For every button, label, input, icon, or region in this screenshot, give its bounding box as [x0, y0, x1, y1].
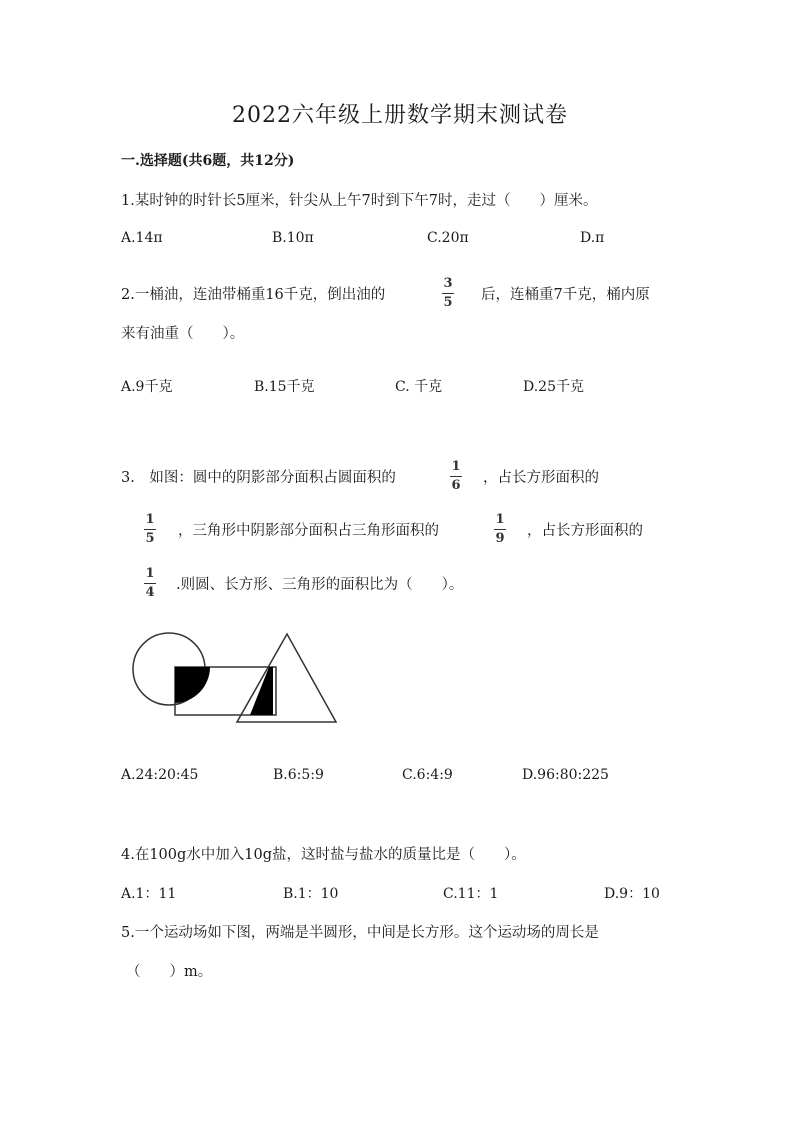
fraction-denominator: 6: [451, 478, 461, 493]
fraction-bar: [144, 583, 156, 584]
fraction-numerator: 3: [443, 276, 453, 291]
fraction-bar: [442, 293, 454, 294]
fraction-numerator: 1: [145, 512, 155, 527]
q3-option-c[interactable]: C.6:4:9: [402, 767, 453, 783]
question-2-text-c: 来有油重（ ）。: [121, 326, 245, 342]
question-5-text-b: （ ）m。: [126, 964, 213, 980]
fraction-denominator: 4: [145, 585, 155, 600]
q1-option-c[interactable]: C.20π: [427, 230, 469, 246]
q4-option-a[interactable]: A.1：11: [121, 886, 177, 902]
page-title: 2022六年级上册数学期末测试卷: [232, 103, 568, 128]
q2-option-c[interactable]: C. 千克: [395, 379, 443, 395]
shaded-circle-sector: [175, 667, 210, 703]
fraction-numerator: 1: [451, 459, 461, 474]
q4-option-c[interactable]: C.11：1: [443, 886, 499, 902]
q2-option-d[interactable]: D.25千克: [523, 379, 584, 395]
fraction-bar: [494, 529, 506, 530]
question-3-line-3: .则圆、长方形、三角形的面积比为（ ）。: [176, 577, 464, 593]
fraction-bar: [450, 476, 462, 477]
q3-fraction-2: [144, 513, 156, 546]
q3-fraction-1: [450, 460, 462, 493]
question-2-text-a: 2.一桶油，连油带桶重16千克，倒出油的: [121, 287, 386, 303]
question-3-line-1a: 3. 如图：圆中的阴影部分面积占圆面积的: [121, 470, 396, 486]
q4-option-b[interactable]: B.1：10: [283, 886, 339, 902]
fraction-denominator: 5: [145, 531, 155, 546]
fraction-denominator: 5: [443, 295, 453, 310]
q2-fraction: [442, 277, 454, 310]
question-3-line-2a: ，三角形中阴影部分面积占三角形面积的: [178, 523, 439, 539]
section-heading: 一.选择题(共6题，共12分): [121, 153, 295, 169]
q1-option-d[interactable]: D.π: [580, 230, 605, 246]
q1-option-a[interactable]: A.14π: [121, 230, 163, 246]
figure-triangle: [237, 634, 336, 722]
q3-fraction-3: [494, 513, 506, 546]
q3-option-d[interactable]: D.96:80:225: [522, 767, 609, 783]
question-5-text-a: 5.一个运动场如下图，两端是半圆形，中间是长方形。这个运动场的周长是: [121, 925, 599, 941]
fraction-denominator: 9: [495, 531, 505, 546]
question-2-text-b: 后，连桶重7千克，桶内原: [481, 287, 650, 303]
question-4-text: 4.在100g水中加入10g盐，这时盐与盐水的质量比是（ ）。: [121, 847, 526, 863]
q3-figure: [130, 625, 345, 730]
question-1-text: 1.某时钟的时针长5厘米，针尖从上午7时到下午7时，走过（ ）厘米。: [121, 193, 598, 209]
q2-option-a[interactable]: A.9千克: [121, 379, 173, 395]
fraction-numerator: 1: [495, 512, 505, 527]
q3-option-a[interactable]: A.24:20:45: [121, 767, 199, 783]
question-3-line-1b: ，占长方形面积的: [483, 470, 599, 486]
q3-fraction-4: [144, 567, 156, 600]
q3-option-b[interactable]: B.6:5:9: [273, 767, 324, 783]
question-3-line-2b: ，占长方形面积的: [527, 523, 643, 539]
q1-option-b[interactable]: B.10π: [272, 230, 314, 246]
fraction-numerator: 1: [145, 566, 155, 581]
q2-option-b[interactable]: B.15千克: [254, 379, 315, 395]
shaded-triangle-part: [250, 667, 273, 715]
fraction-bar: [144, 529, 156, 530]
q4-option-d[interactable]: D.9：10: [604, 886, 660, 902]
